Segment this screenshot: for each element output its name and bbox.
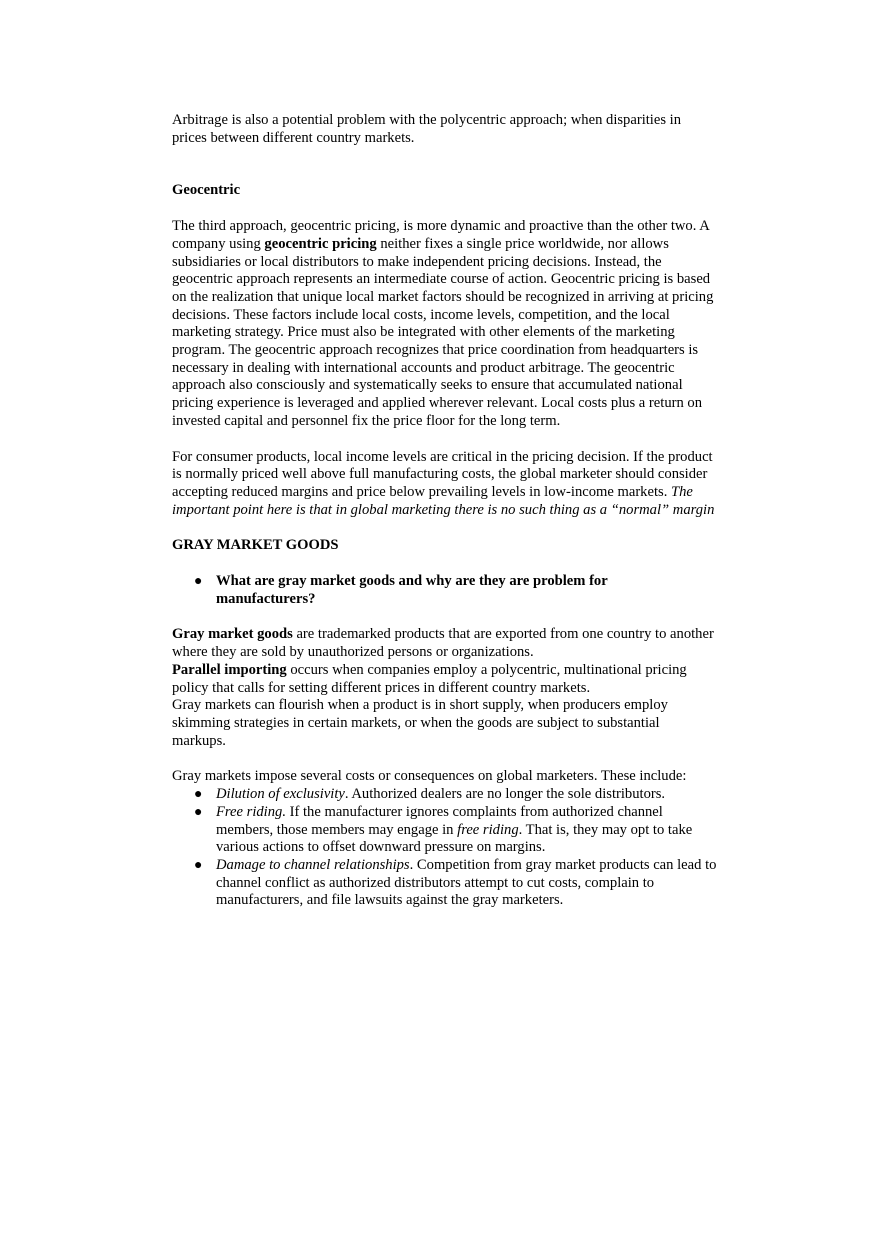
free-riding-term: Free riding. [216,803,286,820]
list-item [172,857,717,910]
free-riding-inline-term: free riding [457,821,519,838]
bullet-icon: ● [194,787,203,803]
channel-damage-text: . Competition from gray market products can lead to channel conflict as authorized distributors attempt to cut costs, complain to manufacturers, and file lawsuits against the gray marketers. [216,856,717,909]
bullet-icon: ● [194,857,203,873]
normal-margin-emphasis: The important point here is that in global marketing there is no such thing as a “normal” margin [172,483,715,518]
parallel-importing-paragraph [172,662,717,697]
gray-market-heading: GRAY MARKET GOODS [172,537,339,554]
arbitrage-paragraph: Arbitrage is also a potential problem with the polycentric approach; when disparities in prices between different country markets. [172,112,682,146]
geocentric-p1-text-a: The third approach, geocentric pricing, is more dynamic and proactive than the other two. A company using [172,218,709,252]
geocentric-heading: Geocentric [172,182,241,199]
gray-market-definition [172,626,717,661]
flourish-paragraph: Gray markets can flourish when a product is in short supply, when producers employ skimming strategies in certain markets, or when the goods are subject to substantial markups. [172,697,668,749]
list-item [172,786,717,804]
question-list [172,573,717,608]
parallel-importing-text: occurs when companies employ a polycentric, multinational pricing policy that calls for setting different prices in different country markets. [172,661,687,696]
dilution-term: Dilution of exclusivity [216,786,345,803]
free-riding-text-b: . That is, they may opt to take various actions to offset downward pressure on margins. [216,821,693,856]
geocentric-paragraph-1 [172,218,717,430]
dilution-text: . Authorized dealers are no longer the sole distributors. [344,786,666,803]
geocentric-pricing-term: geocentric pricing [264,235,377,252]
gray-market-definition-text: are trademarked products that are exported from one country to another where they are sold by unauthorized persons or organizations. [172,626,714,661]
costs-list [172,786,717,910]
costs-intro: Gray markets impose several costs or consequences on global marketers. These include: [172,768,687,785]
document-page [172,112,717,910]
free-riding-text-a: If the manufacturer ignores complaints from authorized channel members, those members may engage in [216,803,663,838]
geocentric-p2-text: For consumer products, local income levels are critical in the pricing decision. If the product is normally priced well above full manufacturing costs, the global marketer should consider accepting reduced margins and price below prevailing levels in low-income markets. [172,448,713,500]
channel-damage-term: Damage to channel relationships [216,856,410,873]
geocentric-paragraph-2 [172,449,717,520]
question-text: What are gray market goods and why are they are problem for manufacturers? [216,573,608,607]
geocentric-p1-text-b: neither fixes a single price worldwide, nor allows subsidiaries or local distributors to make independent pricing decisions. Instead, the geocentric approach represents an intermediate course of action. Geocentric pricing is based on the realization that unique local market factors should be recognized in arriving at pricing decisions. These factors include local costs, income levels, competition, and the local marketing strategy. Price must also be integrated with other elements of the marketing program. The geocentric approach recognizes that price coordination from headquarters is necessary in dealing with international accounts and product arbitrage. The geocentric approach also consciously and systematically seeks to ensure that accumulated national pricing experience is leveraged and applied wherever relevant. Local costs plus a return on invested capital and personnel fix the price floor for the long term. [172,235,714,429]
question-item [172,573,717,608]
bullet-icon: ● [194,574,203,590]
list-item [172,804,717,857]
gray-market-goods-term: Gray market goods [172,626,293,643]
parallel-importing-term: Parallel importing [172,661,287,678]
bullet-icon: ● [194,804,203,820]
